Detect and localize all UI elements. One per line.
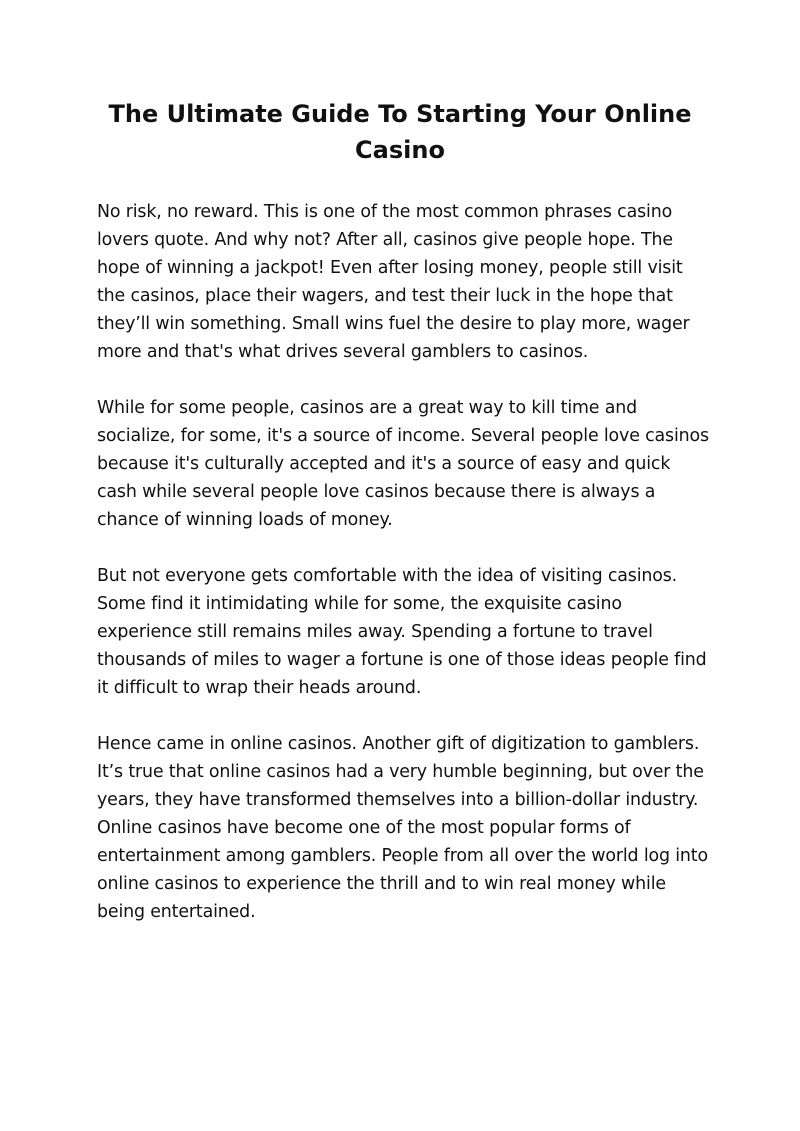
paragraph-3: But not everyone gets comfortable with the idea of visiting casinos. Some find it intimidating while for some, the exquisite casino experience still remains miles away. Spending a fortune to travel thousands of miles to wager a fortune is one of those ideas people find it difficult to wrap their heads around. xyxy=(97,566,707,698)
paragraph-1: No risk, no reward. This is one of the most common phrases casino lovers quote. And why not? After all, casinos give people hope. The hope of winning a jackpot! Even after losing money, people still visit the casinos, place their wagers, and test their luck in the hope that they’ll win something. Small wins fuel the desire to play more, wager more and that's what drives several gamblers to casinos. xyxy=(97,202,690,362)
document-title: The Ultimate Guide To Starting Your Online Casino xyxy=(108,100,692,164)
paragraph-2: While for some people, casinos are a great way to kill time and socialize, for some, it's a source of income. Several people love casinos because it's culturally accepted and it's a source of easy and quick cash while several people love casinos because there is always a chance of winning loads of money. xyxy=(97,398,709,530)
paragraph-4: Hence came in online casinos. Another gift of digitization to gamblers. It’s true that online casinos had a very humble beginning, but over the years, they have transformed themselves into a billion-dollar industry. Online casinos have become one of the most popular forms of entertainment among gamblers. People from all over the world log into online casinos to experience the thrill and to win real money while being entertained. xyxy=(97,734,708,922)
document-body xyxy=(97,198,709,954)
